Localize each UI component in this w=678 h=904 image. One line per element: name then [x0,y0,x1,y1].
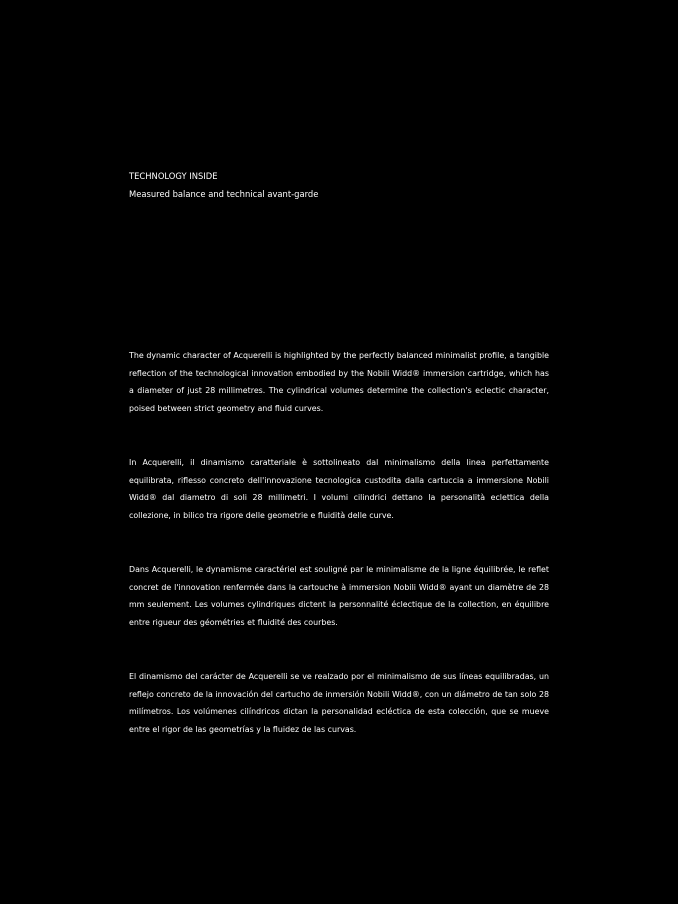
paragraph-italian: In Acquerelli, il dinamismo caratteriale è sottolineato dal minimalismo della linea perfettamente equilibrata, riflesso concreto dell'innovazione tecnologica custodita dalla cartuccia a immersione Nobili Widd® dal diametro di soli 28 millimetri. I volumi cilindrici dettano la personalità eclettica della collezione, in bilico tra rigore delle geometrie e fluidità delle curve. [129,458,549,521]
section-heading [129,170,549,200]
paragraph-spanish: El dinamismo del carácter de Acquerelli se ve realzado por el minimalismo de sus líneas equilibradas, un reflejo concreto de la innovación del cartucho de inmersión Nobili Widd®, con un diámetro de tan solo 28 milímetros. Los volúmenes cilíndricos dictan la personalidad ecléctica de esta colección, que se mueve entre el rigor de las geometrías y la fluidez de las curvas. [129,672,549,735]
paragraph-french: Dans Acquerelli, le dynamisme caractériel est souligné par le minimalisme de la ligne équilibrée, le reflet concret de l'innovation renfermée dans la cartouche à immersion Nobili Widd® ayant un diamètre de 28 mm seulement. Les volumes cylindriques dictent la personnalité éclectique de la collection, en équilibre entre rigueur des géométries et fluidité des courbes. [129,565,549,628]
section-subtitle: Measured balance and technical avant-garde [129,189,319,199]
paragraph-english: The dynamic character of Acquerelli is highlighted by the perfectly balanced minimalist profile, a tangible reflection of the technological innovation embodied by the Nobili Widd® immersion cartridge, which has a diameter of just 28 millimetres. The cylindrical volumes determine the collection's eclectic character, poised between strict geometry and fluid curves. [129,351,549,414]
section-kicker: TECHNOLOGY INSIDE [129,171,218,181]
